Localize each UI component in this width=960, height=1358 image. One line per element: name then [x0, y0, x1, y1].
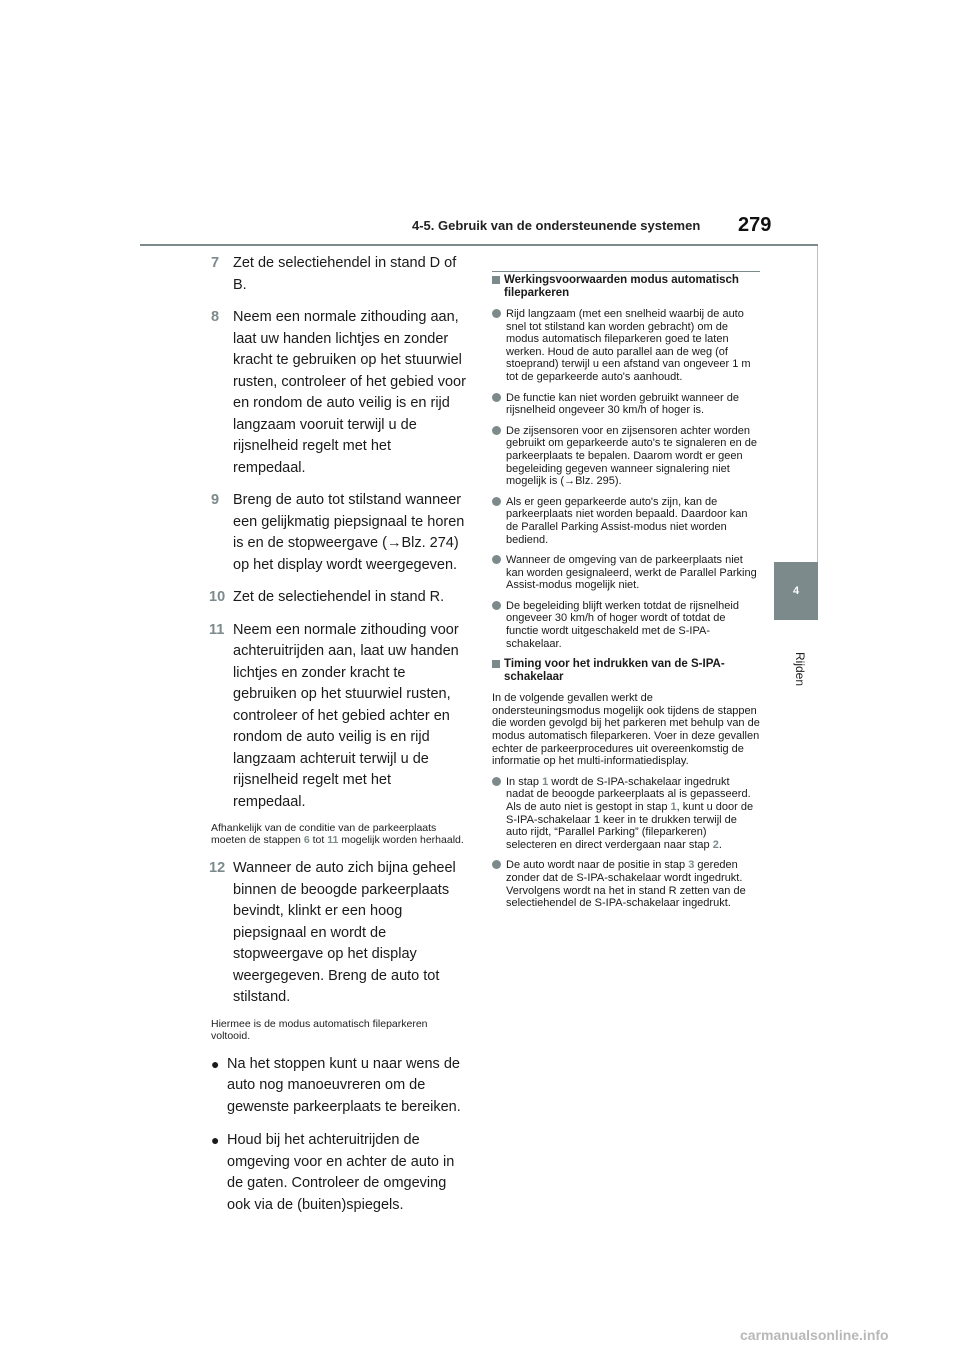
step-ref: 1: [670, 801, 677, 813]
left-column: [211, 253, 466, 1228]
item-text: De functie kan niet worden gebruikt wanneer de rijsnelheid ongeveer 30 km/h of hoger is.: [506, 391, 739, 417]
square-bullet-icon: [492, 660, 500, 668]
step-ref: 2: [712, 838, 719, 851]
page-number: 279: [738, 214, 772, 236]
arrow-icon: →: [564, 475, 576, 488]
step-number: 7: [211, 255, 220, 271]
step-ref: 3: [688, 859, 695, 872]
step-number: 11: [209, 621, 225, 638]
step-12: [211, 858, 466, 1009]
item-text: Rijd langzaam (met een snelheid waarbij de auto snel tot stilstand kan worden gebracht) om de modus automatisch fileparkeren goed te laten werken. Houd de auto parallel aan de weg (of stoeprand) terwijl u een afstand van ongeveer 1 m tot de geparkeerde auto's aanhoudt.: [506, 308, 751, 383]
page-ref-link[interactable]: Blz. 274) op het display wordt weergegeven.: [233, 535, 459, 573]
step-7: [211, 253, 466, 296]
item-text: De auto wordt naar de positie in stap: [506, 859, 689, 872]
bullet-mirrors: [211, 1130, 466, 1216]
step-number: 9: [211, 492, 220, 508]
step-text: Neem een normale zithouding voor achteruitrijden aan, laat uw handen lichtjes en zonder kracht te gebruiken op het stuurwiel rusten, controleer of het gebied achter en rondom de auto veilig is en rijd langzaam achteruit terwijl u de rijsnelheid regelt met het rempedaal.: [233, 621, 459, 810]
bullet-icon: ●: [211, 1132, 220, 1148]
step-text: Zet de selectiehendel in stand D of B.: [233, 255, 457, 293]
step-ref: 6: [303, 834, 310, 846]
condition-item: [492, 554, 760, 592]
section-heading-timing: [492, 658, 760, 684]
note-repeat-steps: [211, 822, 466, 846]
note-text: tot: [309, 834, 328, 846]
circle-bullet-icon: [492, 393, 501, 402]
step-number: 8: [211, 309, 220, 325]
note-completed: Hiermee is de modus automatisch fileparkeren voltooid.: [211, 1017, 428, 1042]
note-text: mogelijk worden herhaald.: [338, 834, 464, 846]
step-9: [211, 490, 466, 576]
item-text: wordt de S-IPA-schakelaar ingedrukt nadat de beoogde parkeerplaats al is gepasseerd.: [506, 775, 751, 801]
right-column: [492, 271, 760, 918]
arrow-icon: →: [386, 535, 402, 551]
step-11: [211, 620, 466, 814]
circle-bullet-icon: [492, 497, 501, 506]
step-number: 12: [209, 860, 226, 876]
timing-item: [492, 776, 760, 852]
bullet-text: Na het stoppen kunt u naar wens de auto nog manoeuvreren om de gewenste parkeerplaats te bereiken.: [227, 1055, 461, 1115]
item-text: , kunt u door de S-IPA-schakelaar 1 keer in te drukken terwijl de auto rijdt, “Parallel Parking” (fileparkeren) selecteren en direct verdergaan naar stap: [506, 801, 754, 851]
square-bullet-icon: [492, 276, 500, 284]
condition-item: [492, 308, 760, 384]
watermark: carmanualsonline.info: [740, 1327, 889, 1343]
chapter-label: Rijden: [793, 652, 807, 687]
step-ref: 1: [542, 775, 549, 788]
step-8: [211, 307, 466, 479]
step-ref: 11: [327, 834, 339, 846]
item-text: De begeleiding blijft werken totdat de rijsnelheid ongeveer 30 km/h of hoger wordt of totdat de functie wordt uitgeschakeld met de S-IPA-schakelaar.: [506, 599, 739, 650]
side-rule: [817, 246, 818, 562]
note-text: Afhankelijk van de conditie van de parkeerplaats moeten de stappen: [211, 822, 437, 846]
item-text: Als er geen geparkeerde auto's zijn, kan de parkeerplaats niet worden bepaald. Daardoor kan de Parallel Parking Assist-modus niet worden bediend.: [506, 495, 748, 546]
circle-bullet-icon: [492, 426, 501, 435]
step-text: Wanneer de auto zich bijna geheel binnen de beoogde parkeerplaats bevindt, klinkt er een hoog piepsignaal en wordt de stopweergave op het display weergegeven. Breng de auto tot stilstand.: [233, 860, 456, 1005]
timing-item: [492, 859, 760, 909]
bullet-manoeuvre: [211, 1054, 466, 1119]
condition-item: [492, 425, 760, 488]
item-text: gereden zonder dat de S-IPA-schakelaar wordt ingedrukt. Vervolgens wordt na het in stand R zetten van de selectiehendel de S-IPA-schakelaar ingedrukt.: [506, 859, 746, 910]
bullet-text: Houd bij het achteruitrijden de omgeving voor en achter de auto in de gaten. Controleer de omgeving ook via de (buiten)spiegels.: [227, 1132, 455, 1213]
section-title: 4-5. Gebruik van de ondersteunende systemen: [412, 218, 701, 233]
item-text: .: [718, 838, 722, 851]
circle-bullet-icon: [492, 555, 501, 564]
step-10: [211, 587, 466, 609]
condition-item: [492, 392, 760, 417]
heading-text: Timing voor het indrukken van de S-IPA-schakelaar: [504, 658, 725, 684]
condition-item: [492, 496, 760, 546]
circle-bullet-icon: [492, 601, 501, 610]
item-text: De zijsensoren voor en zijsensoren achter worden gebruikt om geparkeerde auto's te signaleren en de parkeerplaats te bepalen. Daarom wordt er geen begeleiding gegeven wanneer signalering niet mogelijk is (: [506, 424, 757, 488]
timing-intro: In de volgende gevallen werkt de ondersteuningsmodus mogelijk ook tijdens de stappen die worden gevolgd bij het parkeren met behulp van de modus automatisch fileparkeren. Voer in deze gevallen echter de parkeerprocedures uit overeenkomstig de informatie op het multi-informatiedisplay.: [492, 692, 760, 768]
header-rule: [140, 244, 818, 246]
circle-bullet-icon: [492, 309, 501, 318]
circle-bullet-icon: [492, 860, 501, 869]
step-text: Breng de auto tot stilstand wanneer een gelijkmatig piepsignaal te horen is en de stopweergave (: [233, 492, 465, 551]
page-ref-link[interactable]: Blz. 295).: [575, 475, 622, 488]
bullet-icon: ●: [211, 1055, 220, 1072]
chapter-tab: 4: [774, 562, 818, 620]
step-text: Zet de selectiehendel in stand R.: [233, 589, 445, 605]
circle-bullet-icon: [492, 777, 501, 786]
heading-text: Werkingsvoorwaarden modus automatisch fileparkeren: [504, 274, 739, 299]
item-text: Wanneer de omgeving van de parkeerplaats niet kan worden gesignaleerd, werkt de Parallel Parking Assist-modus mogelijk niet.: [506, 554, 757, 592]
condition-item: [492, 600, 760, 650]
section-heading-conditions: [492, 274, 760, 300]
item-text: Als de auto niet is gestopt in stap: [506, 801, 671, 813]
section-rule: [492, 271, 760, 272]
step-text: Neem een normale zithouding aan, laat uw handen lichtjes en zonder kracht te gebruiken op het stuurwiel rusten, controleer of het gebied voor en rondom de auto veilig is en rijd langzaam vooruit terwijl u de rijsnelheid regelt met het rempedaal.: [233, 309, 466, 476]
item-text: In stap: [506, 775, 543, 788]
step-number: 10: [209, 589, 226, 605]
